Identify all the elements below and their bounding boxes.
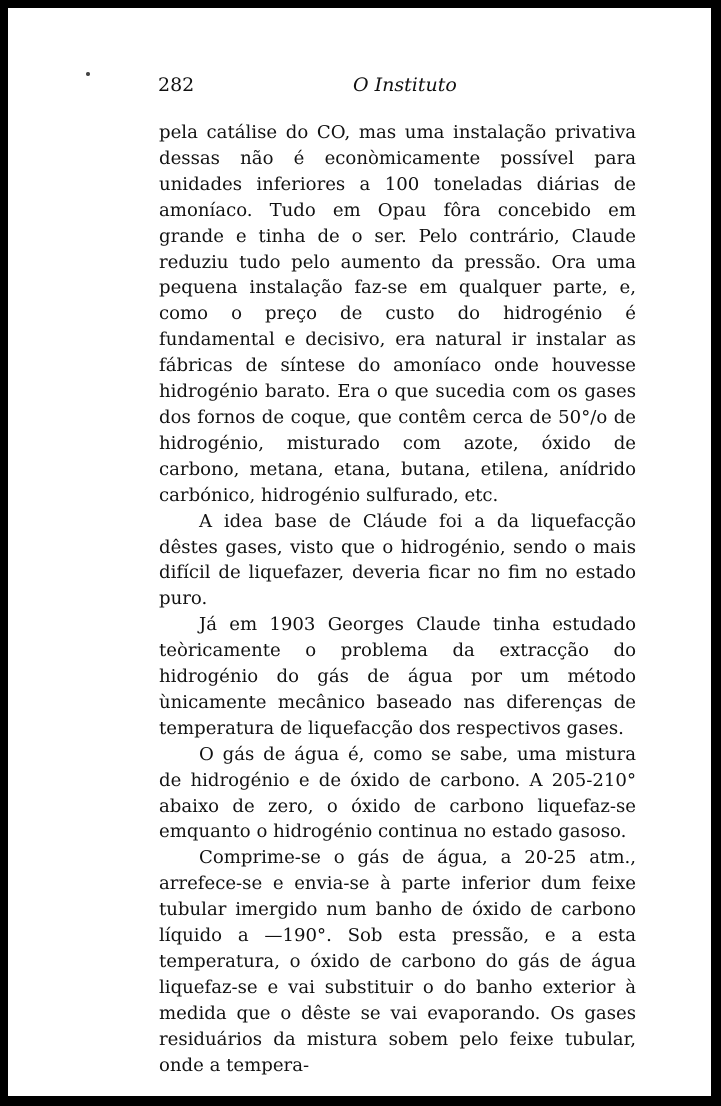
paragraph: Comprime-se o gás de água, a 20-25 atm., arrefece-se e envia-se à parte inferior dum feixe tubular imergido num banho de óxido de carbono líquido a —190°. Sob esta pressão, e a esta temperatura, o óxido de carbono do gás de água liquefaz-se e vai substituir o do banho exterior à medida que o dêste se vai evaporando. Os gases residuários da mistura sobem pelo feixe tubular, onde a tempera- xyxy=(159,847,636,1076)
book-page xyxy=(8,8,711,1096)
body-text xyxy=(159,120,636,1079)
running-title: O Instituto xyxy=(353,74,457,96)
page-number: 282 xyxy=(158,74,195,96)
ink-speck xyxy=(86,72,90,76)
paragraph: A idea base de Cláude foi a da liquefacção dêstes gases, visto que o hidrogénio, sendo o mais difícil de liquefazer, deveria ficar no fim no estado puro. xyxy=(159,510,636,610)
paragraph: O gás de água é, como se sabe, uma mistura de hidrogénio e de óxido de carbono. A 205-210° abaixo de zero, o óxido de carbono liquefaz-se emquanto o hidrogénio continua no estado gasoso. xyxy=(159,743,636,843)
page-header xyxy=(158,74,636,104)
paragraph: pela catálise do CO, mas uma instalação privativa dessas não é econòmicamente possível para unidades inferiores a 100 toneladas diárias de amoníaco. Tudo em Opau fôra concebido em grande e tinha de o ser. Pelo contrário, Claude reduziu tudo pelo aumento da pressão. Ora uma pequena instalação faz-se em qualquer parte, e, como o preço de custo do hidrogénio é fundamental e decisivo, era natural ir instalar as fábricas de síntese do amoníaco onde houvesse hidrogénio barato. Era o que sucedia com os gases dos fornos de coque, que contêm cerca de 50°/o de hidrogénio, misturado com azote, óxido de carbono, metana, etana, butana, etilena, anídrido carbónico, hidrogénio sulfurado, etc. xyxy=(159,122,636,506)
paragraph: Já em 1903 Georges Claude tinha estudado teòricamente o problema da extracção do hidrogénio do gás de água por um método ùnicamente mecânico baseado nas diferenças de temperatura de liquefacção dos respectivos gases. xyxy=(159,614,636,739)
